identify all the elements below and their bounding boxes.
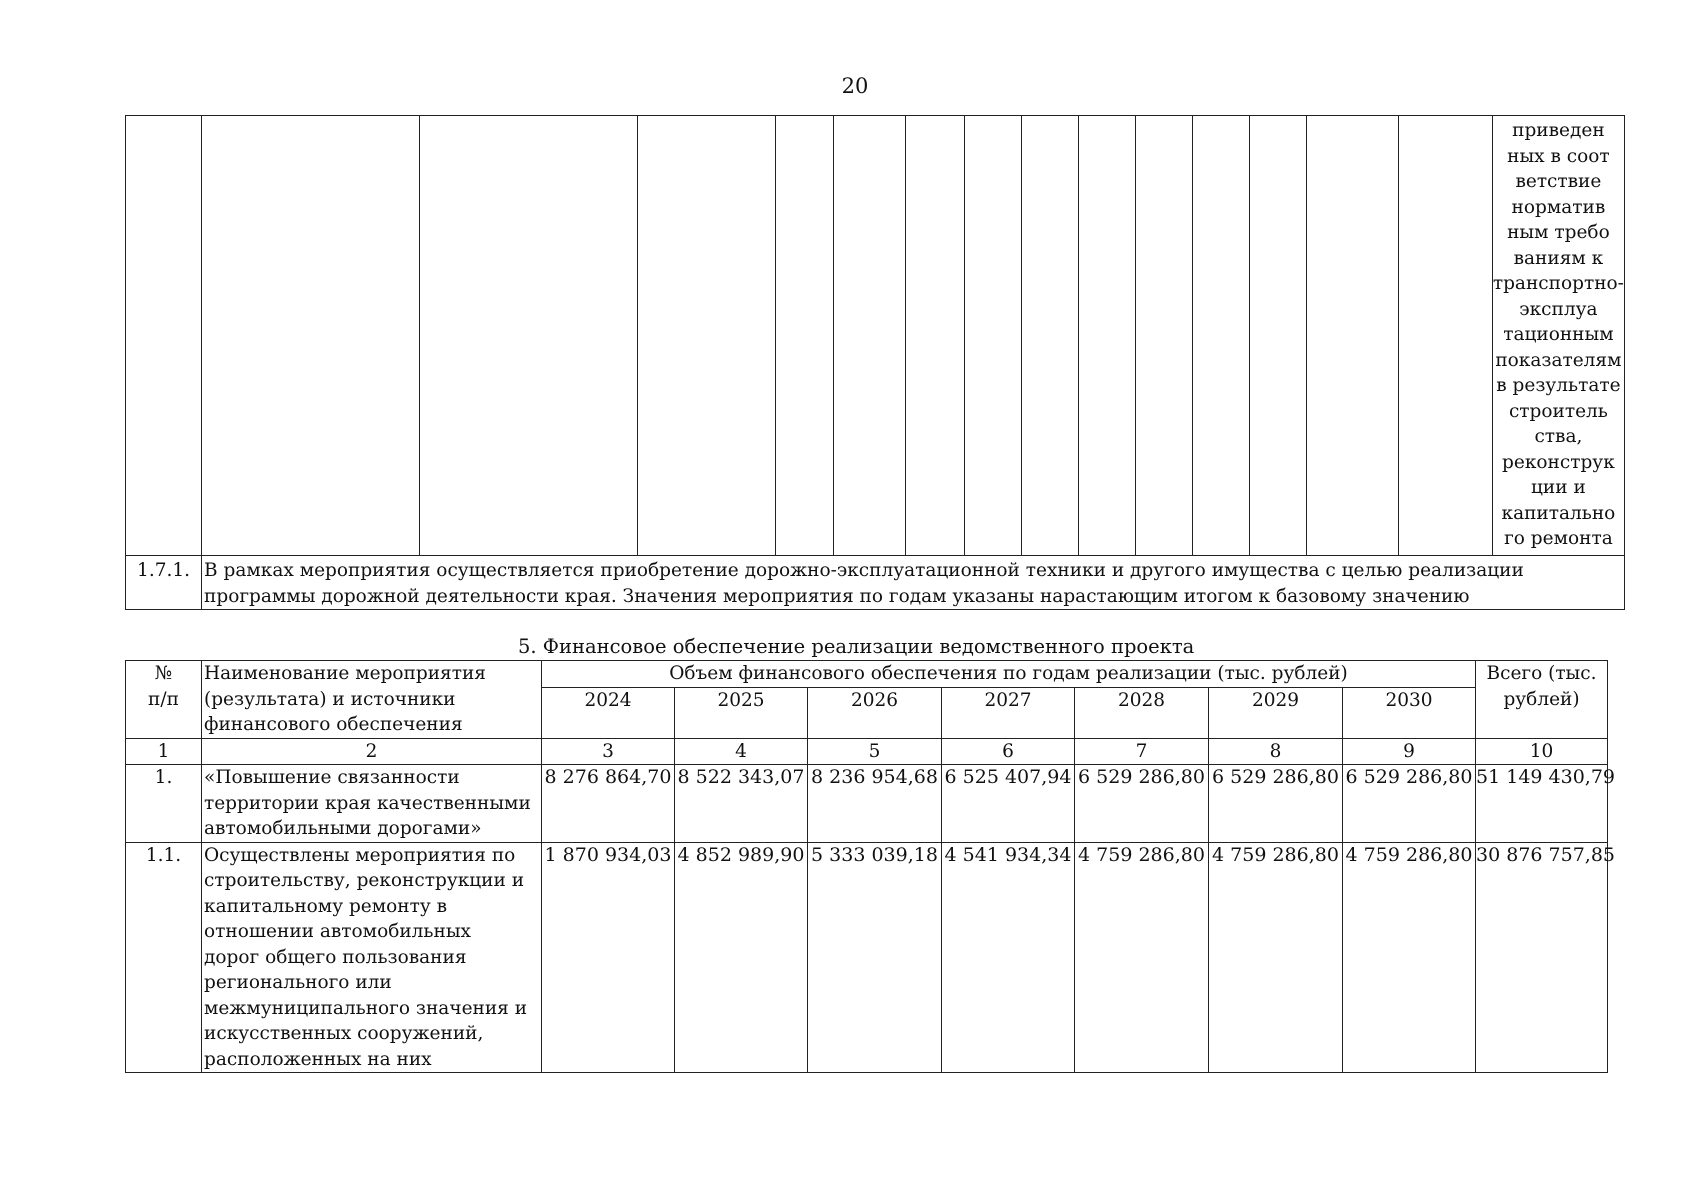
header-total xyxy=(1476,661,1608,739)
row-number: 1.1. xyxy=(126,842,202,1073)
description-line: ции и xyxy=(1531,477,1586,498)
row-name xyxy=(202,765,542,843)
continued-row xyxy=(126,116,1625,556)
description-line: строитель xyxy=(1508,400,1608,422)
column-index: 5 xyxy=(808,738,942,765)
description-line: ным требо xyxy=(1507,222,1610,243)
row-name-line: автомобильными дорогами» xyxy=(204,818,482,839)
row-name-line: расположенных на них xyxy=(204,1048,432,1070)
column-index: 10 xyxy=(1476,738,1608,765)
header-number xyxy=(126,661,202,739)
year-header: 2028 xyxy=(1075,687,1209,738)
value-cell: 8 276 864,70 xyxy=(542,765,675,843)
empty-cell xyxy=(1249,116,1306,556)
year-header: 2029 xyxy=(1209,687,1343,738)
description-line: тационным xyxy=(1503,324,1614,345)
header-text: Наименование мероприятия xyxy=(204,663,486,684)
row-name-line: отношении автомобильных xyxy=(204,921,471,942)
empty-cell xyxy=(638,116,776,556)
row-name xyxy=(202,842,542,1073)
year-header: 2027 xyxy=(942,687,1075,738)
empty-cell xyxy=(126,116,202,556)
indicators-table-continuation xyxy=(125,115,1625,610)
column-index: 3 xyxy=(542,738,675,765)
table-row xyxy=(126,842,1608,1073)
measure-text-line: программы дорожной деятельности края. Значения мероприятия по годам указаны нарастающим итогом к базовому значению xyxy=(204,585,1470,607)
value-cell: 8 522 343,07 xyxy=(675,765,808,843)
description-line: го ремонта xyxy=(1504,528,1613,549)
year-header: 2025 xyxy=(675,687,808,738)
description-line: ваниям к xyxy=(1513,247,1604,269)
empty-cell xyxy=(776,116,834,556)
description-line: реконструк xyxy=(1502,451,1615,473)
value-cell: 1 870 934,03 xyxy=(542,842,675,1073)
description-line: ных в соот xyxy=(1507,145,1610,167)
description-line: капитально xyxy=(1501,502,1616,524)
total-cell: 51 149 430,79 xyxy=(1476,765,1608,843)
empty-cell xyxy=(964,116,1021,556)
empty-cell xyxy=(834,116,906,556)
value-cell: 6 529 286,80 xyxy=(1075,765,1209,843)
row-name-line: дорог общего пользования xyxy=(204,946,467,968)
description-line: норматив xyxy=(1511,196,1606,218)
value-cell: 4 759 286,80 xyxy=(1343,842,1476,1073)
total-cell: 30 876 757,85 xyxy=(1476,842,1608,1073)
page-number: 20 xyxy=(841,74,869,98)
description-line: показателям xyxy=(1495,349,1622,371)
year-header: 2026 xyxy=(808,687,942,738)
description-line: в результате xyxy=(1496,375,1621,396)
row-name-line: капитальному ремонту в xyxy=(204,895,448,917)
description-line: транспортно- xyxy=(1492,273,1624,294)
measure-row xyxy=(126,556,1625,610)
empty-cell xyxy=(202,116,420,556)
header-text: № xyxy=(154,663,173,684)
row-name-line: искусственных сооружений, xyxy=(204,1023,484,1044)
column-index: 1 xyxy=(126,738,202,765)
row-number: 1. xyxy=(126,765,202,843)
row-name-line: регионального или xyxy=(204,972,392,993)
empty-cell xyxy=(1078,116,1135,556)
header-name xyxy=(202,661,542,739)
financing-table xyxy=(125,660,1616,1073)
header-volume: Объем финансового обеспечения по годам реализации (тыс. рублей) xyxy=(542,661,1476,688)
column-index-row xyxy=(126,738,1608,765)
continued-description-cell xyxy=(1492,116,1624,556)
empty-cell xyxy=(420,116,638,556)
header-text: (результата) и источники xyxy=(204,688,456,710)
header-text: п/п xyxy=(148,688,179,710)
description-line: приведен xyxy=(1512,120,1605,141)
value-cell: 5 333 039,18 xyxy=(808,842,942,1073)
table-row xyxy=(126,765,1608,843)
value-cell: 4 759 286,80 xyxy=(1075,842,1209,1073)
description-line: эксплуа xyxy=(1519,298,1598,320)
row-name-line: межмуниципального значения и xyxy=(204,997,528,1019)
value-cell: 8 236 954,68 xyxy=(808,765,942,843)
column-index: 7 xyxy=(1075,738,1209,765)
column-index: 4 xyxy=(675,738,808,765)
header-text: финансового обеспечения xyxy=(204,714,463,735)
measure-description xyxy=(202,556,1625,610)
empty-cell xyxy=(1398,116,1492,556)
column-index: 8 xyxy=(1209,738,1343,765)
empty-cell xyxy=(1021,116,1078,556)
year-header: 2024 xyxy=(542,687,675,738)
value-cell: 6 529 286,80 xyxy=(1209,765,1343,843)
value-cell: 6 525 407,94 xyxy=(942,765,1075,843)
empty-cell xyxy=(906,116,964,556)
column-index: 9 xyxy=(1343,738,1476,765)
value-cell: 4 759 286,80 xyxy=(1209,842,1343,1073)
row-name-line: строительству, реконструкции и xyxy=(204,870,525,891)
value-cell: 4 541 934,34 xyxy=(942,842,1075,1073)
value-cell: 6 529 286,80 xyxy=(1343,765,1476,843)
column-index: 2 xyxy=(202,738,542,765)
header-row xyxy=(126,661,1608,688)
empty-cell xyxy=(1135,116,1192,556)
row-name-line: Осуществлены мероприятия по xyxy=(204,844,516,866)
value-cell: 4 852 989,90 xyxy=(675,842,808,1073)
year-header: 2030 xyxy=(1343,687,1476,738)
row-number: 1.7.1. xyxy=(126,556,202,610)
row-name-line: территории края качественными xyxy=(204,792,531,814)
empty-cell xyxy=(1192,116,1249,556)
measure-text-line: В рамках мероприятия осуществляется приобретение дорожно-эксплуатационной техники и другого имущества с целью реализации xyxy=(204,560,1524,581)
row-name-line: «Повышение связанности xyxy=(204,767,460,788)
header-text: Всего (тыс. xyxy=(1486,663,1597,684)
section-title: 5. Финансовое обеспечение реализации ведомственного проекта xyxy=(518,635,1195,658)
column-index: 6 xyxy=(942,738,1075,765)
header-text: рублей) xyxy=(1503,688,1580,710)
description-line: ства, xyxy=(1534,426,1583,447)
description-line: ветствие xyxy=(1515,171,1602,192)
empty-cell xyxy=(1306,116,1398,556)
